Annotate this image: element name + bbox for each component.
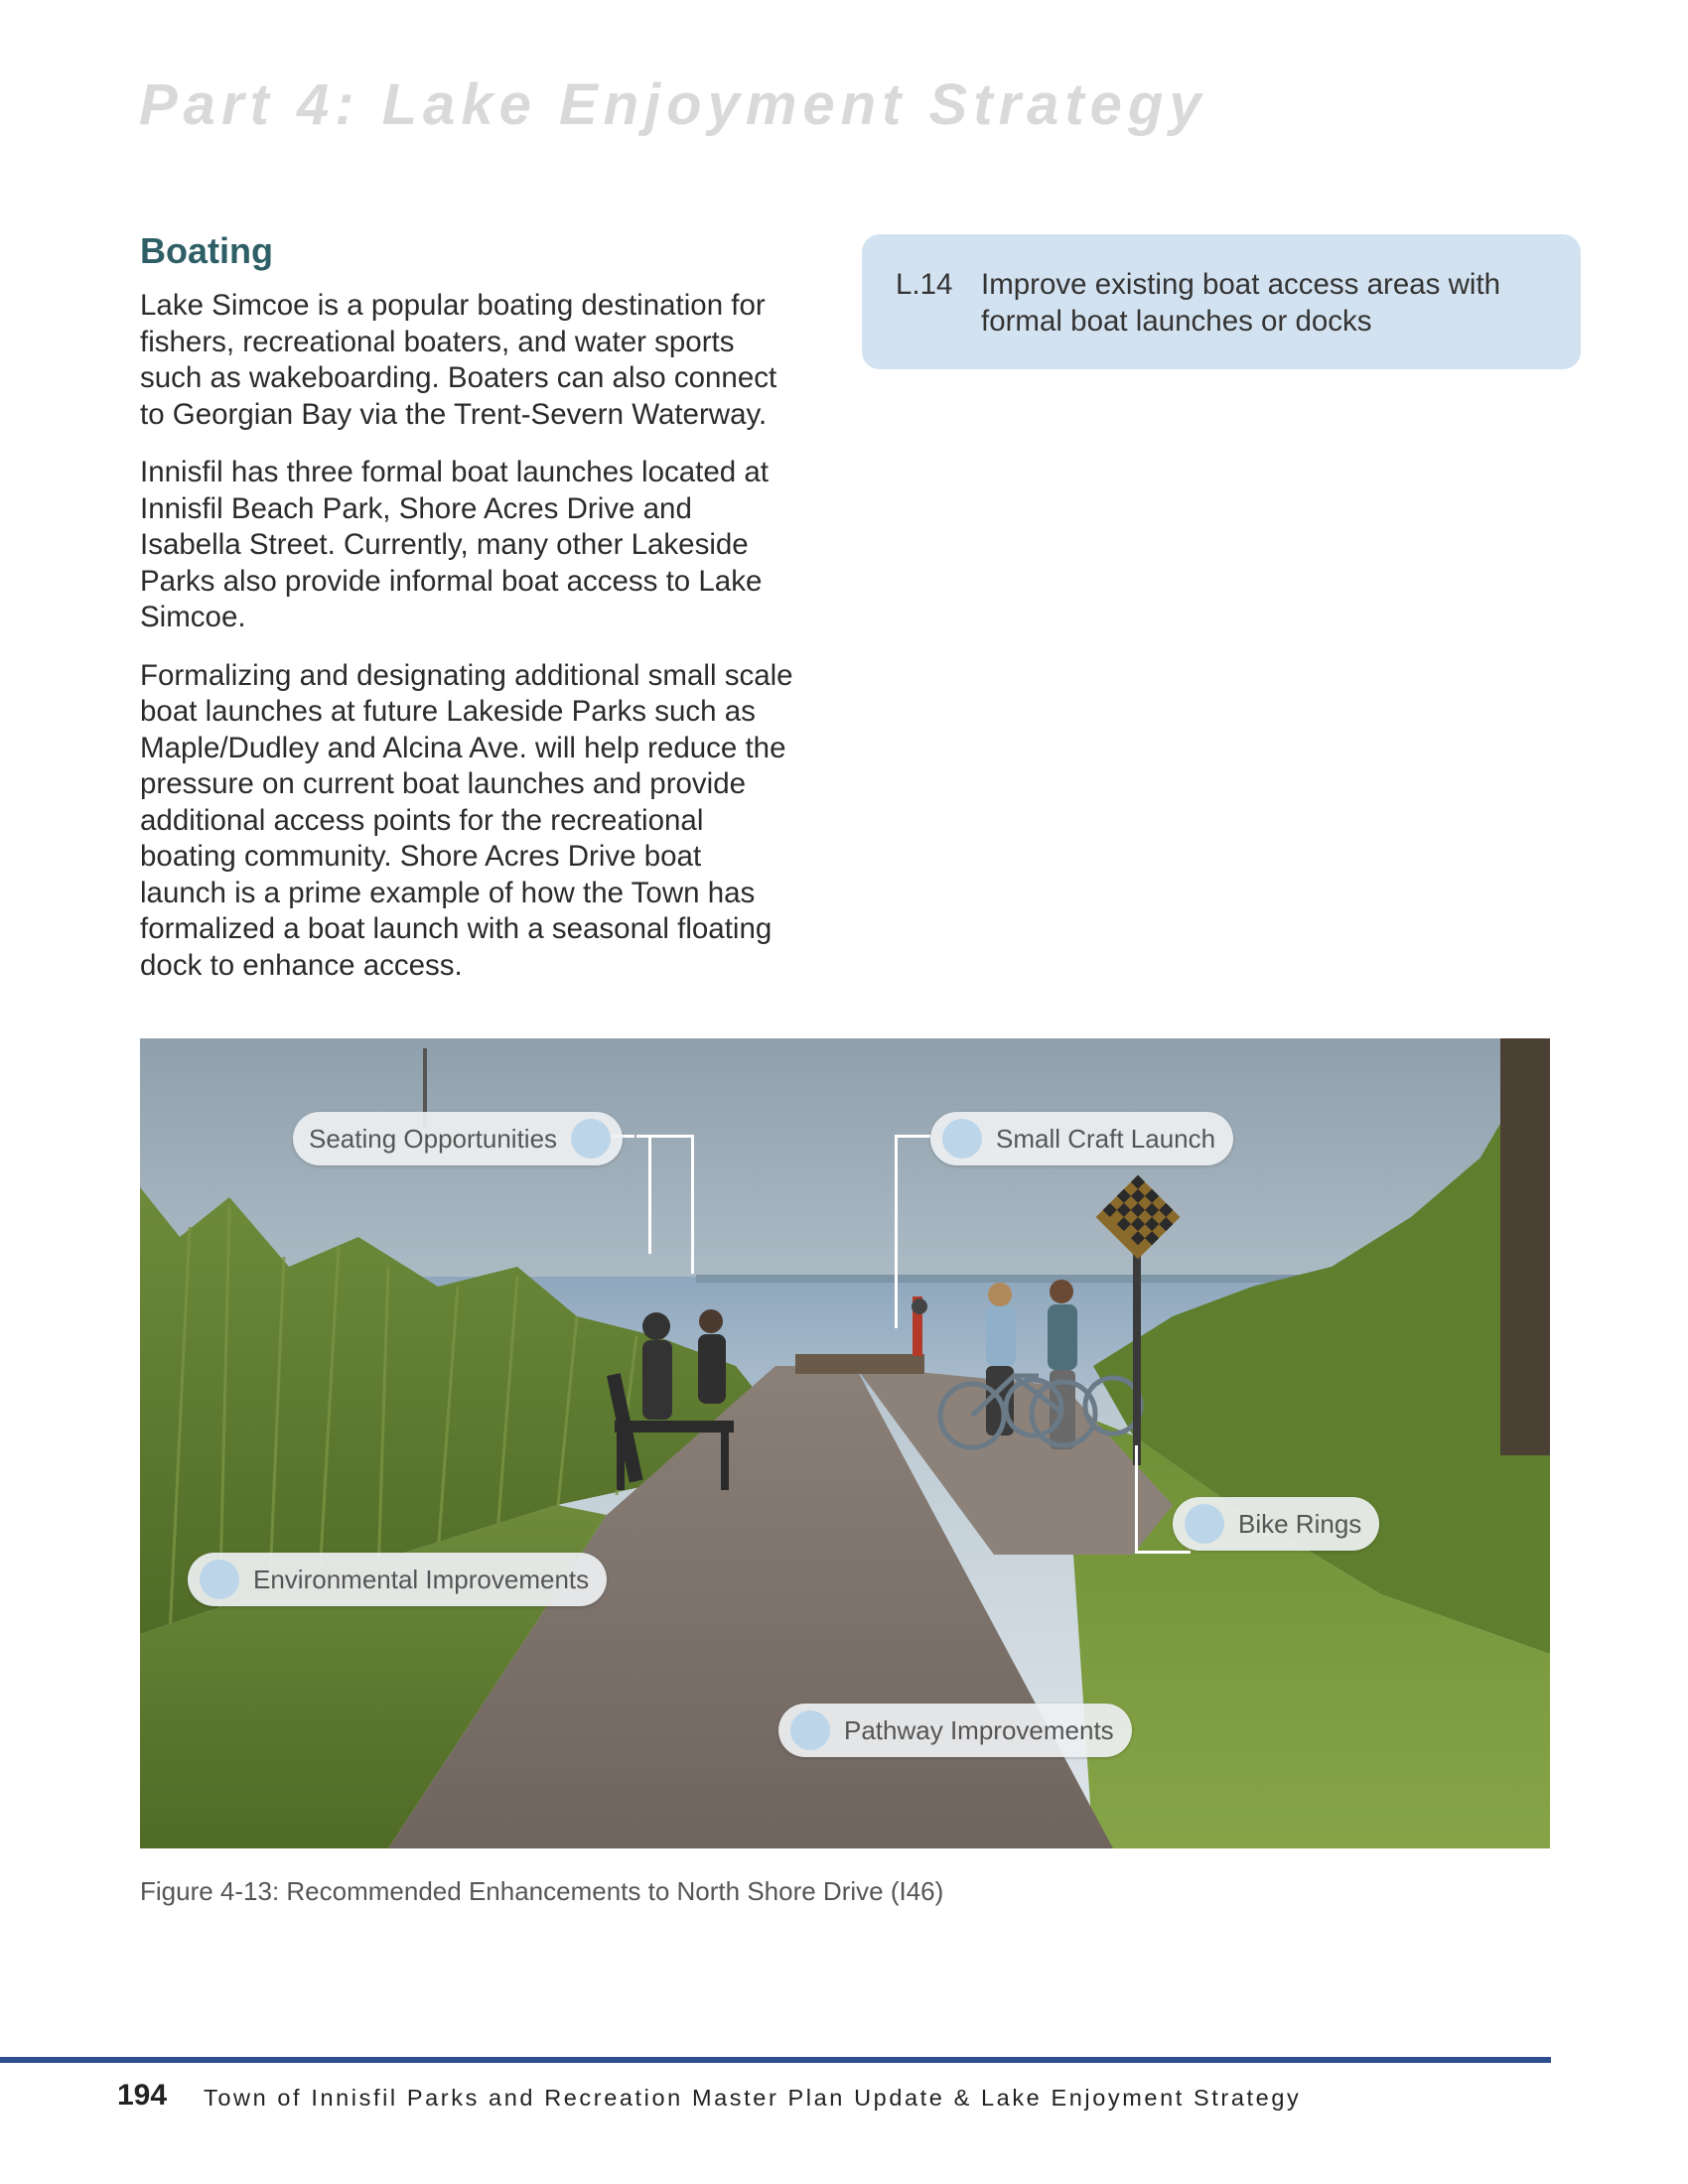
callout-pathway bbox=[778, 1704, 1132, 1757]
recommendation-text: Improve existing boat access areas with formal boat launches or docks bbox=[981, 268, 1501, 338]
section-heading: Boating bbox=[140, 230, 273, 271]
body-text bbox=[140, 288, 795, 1006]
callout-small-craft-label: Small Craft Launch bbox=[996, 1123, 1216, 1154]
paragraph-3: Formalizing and designating additional small scale boat launches at future Lakeside Parks such as Maple/Dudley and Alcina Ave. will help reduce the pressure on current boat launches and provide additional access points for the recreational boating community. Shore Acres Drive boat launch is a prime example of how the Town has formalized a boat launch with a seasonal floating dock to enhance access. bbox=[140, 658, 793, 982]
footer-rule bbox=[0, 2057, 1551, 2063]
callout-marker-icon bbox=[942, 1119, 982, 1159]
callout-bike-rings bbox=[1173, 1497, 1379, 1551]
part-title: Part 4: Lake Enjoyment Strategy bbox=[139, 72, 1207, 137]
dock bbox=[795, 1354, 924, 1374]
recommendation-box bbox=[862, 234, 1581, 369]
callout-pathway-label: Pathway Improvements bbox=[844, 1714, 1114, 1745]
tree-trunk bbox=[1500, 1038, 1550, 1455]
callout-marker-icon bbox=[790, 1710, 830, 1750]
recommendation-number: L.14 bbox=[896, 268, 953, 301]
callout-environmental bbox=[188, 1553, 607, 1606]
figure-caption: Figure 4-13: Recommended Enhancements to North Shore Drive (I46) bbox=[140, 1876, 944, 1906]
figure-photo bbox=[140, 1038, 1550, 1848]
footer-title: Town of Innisfil Parks and Recreation Master Plan Update & Lake Enjoyment Strategy bbox=[204, 2085, 1302, 2111]
callout-environmental-label: Environmental Improvements bbox=[253, 1564, 590, 1594]
callout-bike-rings-label: Bike Rings bbox=[1238, 1508, 1362, 1539]
page-number: 194 bbox=[117, 2079, 168, 2112]
callout-seating-label: Seating Opportunities bbox=[309, 1123, 558, 1154]
callout-marker-icon bbox=[571, 1119, 611, 1159]
callout-small-craft bbox=[930, 1112, 1233, 1165]
callout-marker-icon bbox=[1185, 1504, 1224, 1544]
callout-marker-icon bbox=[200, 1560, 239, 1599]
paragraph-2: Innisfil has three formal boat launches located at Innisfil Beach Park, Shore Acres Drive and Isabella Street. Currently, many other Lakeside Parks also provide informal boat access to Lake Simcoe. bbox=[140, 456, 769, 633]
callout-seating bbox=[293, 1112, 623, 1165]
paragraph-1: Lake Simcoe is a popular boating destination for fishers, recreational boaters, and water sports such as wakeboarding. Boaters can also connect to Georgian Bay via the Trent-Severn Waterway. bbox=[140, 289, 777, 431]
